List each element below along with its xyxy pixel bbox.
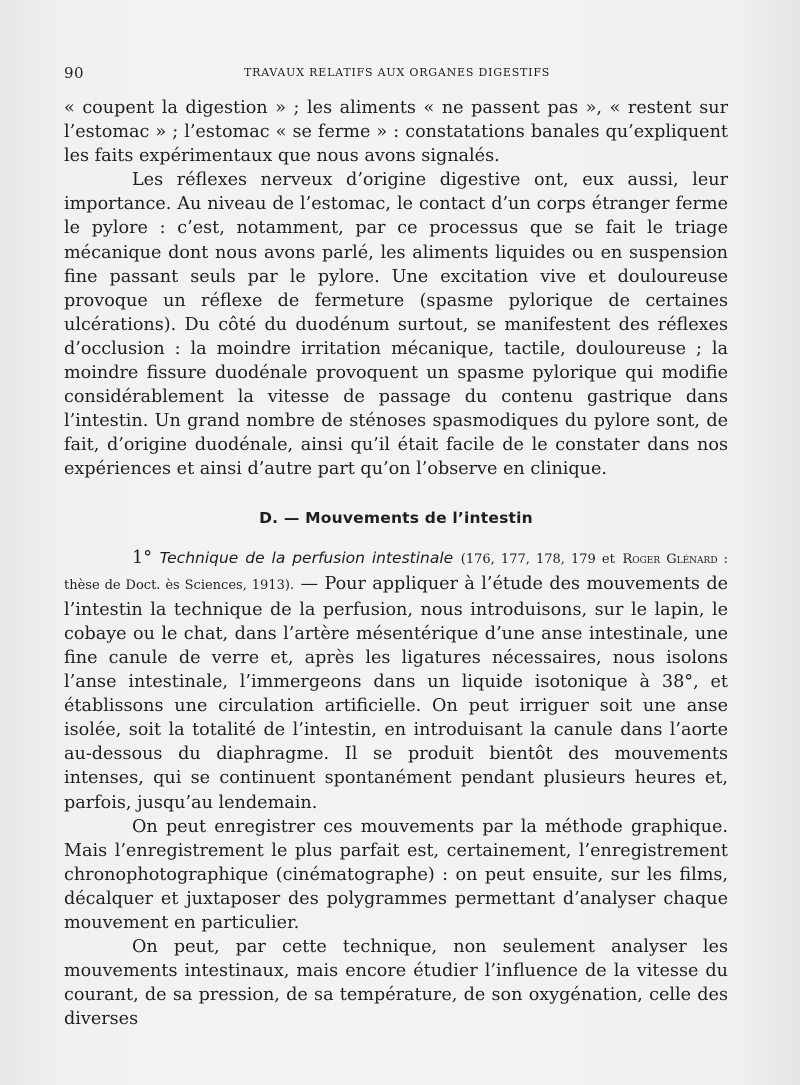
technique-thesis: thèse de Doct. ès Sciences, 1913). [64,577,295,593]
paragraph-analysis: On peut, par cette technique, non seulement analyser les mouvements intestinaux, mais encore étudier l’influence de la vitesse du courant, de sa pression, de sa température, de son oxygénation, celle des diverses [64,937,728,1030]
technique-title: Technique de la perfusion intestinale [159,548,454,567]
technique-colon: : [717,551,729,567]
paragraph-continuation: « coupent la digestion » ; les aliments « ne passent pas », « restent sur l’estomac » ; l’estomac « se ferme » : constatations banales qu’expliquent les faits expérimentaux que nous avons signalés. [64,98,728,167]
body-text [64,96,728,1031]
section-heading: D. — Mouvements de l’intestin [259,508,533,527]
technique-text: — Pour appliquer à l’étude des mouvements de l’intestin la technique de la perfusion, nous introduisons, sur le lapin, le cobaye ou le chat, dans l’artère mésentérique d’une anse intestinale, une fine canule de verre et, après les ligatures nécessaires, nous isolons l’anse intestinale, l’immergeons dans un liquide isotonique à 38°, et établissons une circulation artificielle. On peut irriguer soit une anse isolée, soit la totalité de l’intestin, en introduisant la canule dans l’aorte au-dessous du diaphragme. Il se produit bientôt des mouvements intenses, qui se continuent spontanément pendant plusieurs heures et, parfois, jusqu’au lendemain. [64,573,729,813]
technique-number: 1° [132,547,152,568]
paragraph-technique [64,546,728,815]
running-head: TRAVAUX RELATIFS AUX ORGANES DIGESTIFS [244,66,551,79]
paragraph-recording: On peut enregistrer ces mouvements par la méthode graphique. Mais l’enregistrement le plus parfait est, certainement, l’enregistrement chronophotographique (cinématographe) : on peut ensuite, sur les films, décalquer et juxtaposer des polygrammes permettant d’analyser chaque mouvement en particulier. [64,816,728,933]
technique-references: (176, 177, 178, 179 et [460,551,615,567]
page-number: 90 [64,64,85,82]
page-header [64,64,734,84]
technique-author: Roger Glénard [622,551,718,567]
paragraph-reflexes: Les réflexes nerveux d’origine digestive ont, eux aussi, leur importance. Au niveau de l’estomac, le contact d’un corps étranger ferme le pylore : c’est, notamment, par ce processus que se fait le triage mécanique dont nous avons parlé, les aliments liquides ou en suspension fine passant seuls par le pylore. Une excitation vive et douloureuse provoque un réflexe de fermeture (spasme pylorique de certaines ulcérations). Du côté du duodénum surtout, se manifestent des réflexes d’occlusion : la moindre irritation mécanique, tactile, douloureuse ; la moindre fissure duodénale provoquent un spasme pylorique qui modifie considérablement la vitesse de passage du contenu gastrique dans l’intestin. Un grand nombre de sténoses spasmodiques du pylore sont, de fait, d’origine duodénale, ainsi qu’il était facile de le constater dans nos expériences et ainsi d’autre part qu’on l’observe en clinique. [64,170,728,480]
